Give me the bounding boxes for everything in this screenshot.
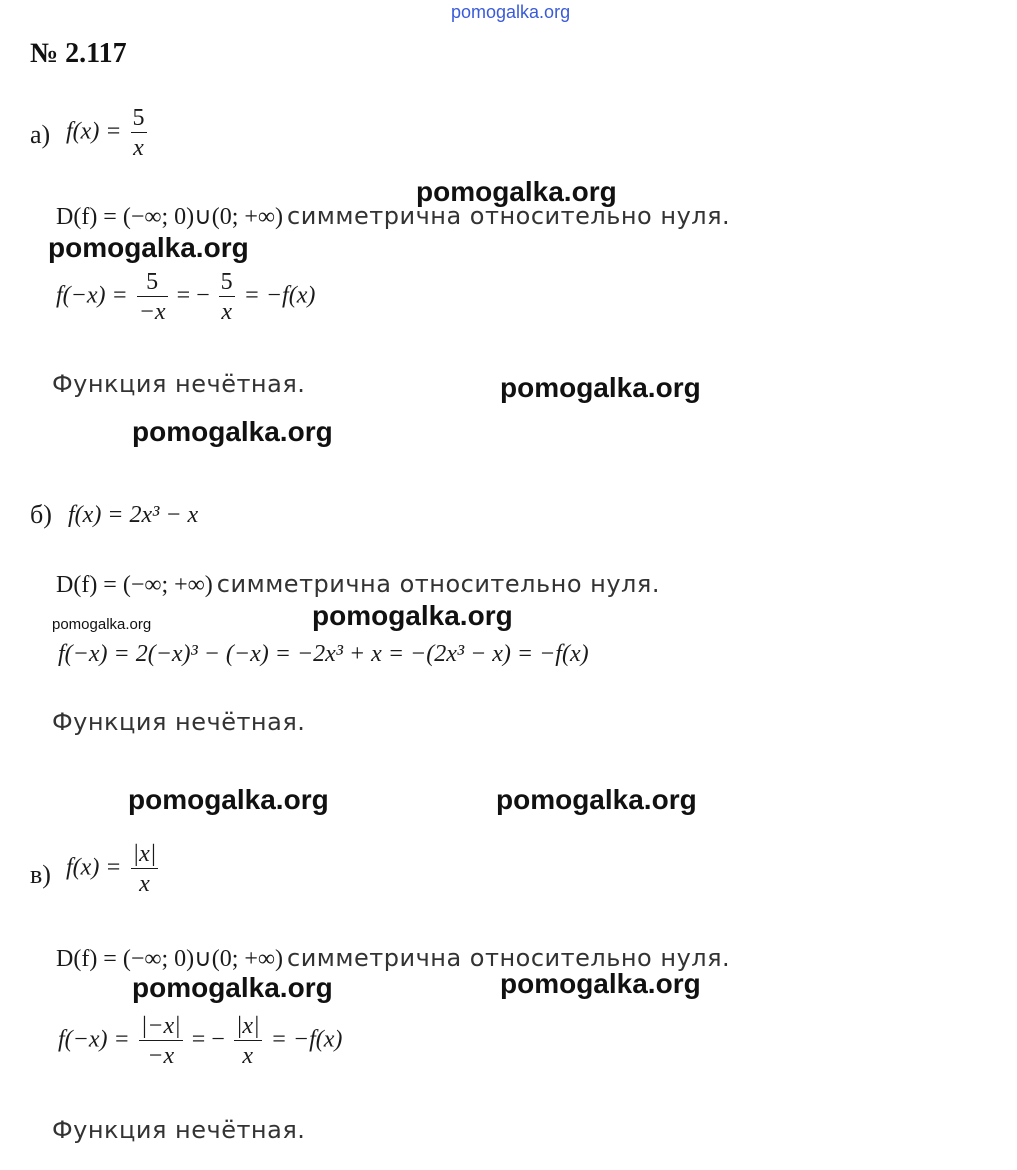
watermark: pomogalka.org [500,968,701,999]
part-a-calc-fraction-1-num: 5 [146,269,159,295]
part-c-calc-mid: = − [191,1026,225,1053]
part-b-function [68,503,198,527]
watermark-small: pomogalka.org [52,616,152,633]
part-a-label: а) [30,120,51,149]
part-c-domain-text: симметрична относительно нуля. [287,944,731,972]
part-a-calc-fraction-1 [137,270,168,324]
part-a-domain-text: симметрична относительно нуля. [287,202,731,230]
watermark: pomogalka.org [496,784,697,815]
part-b-label: б) [30,500,52,529]
part-b-calc [58,642,589,666]
part-a-calc-mid: = − [176,282,210,309]
part-b-domain-text: симметрична относительно нуля. [216,570,660,598]
watermark: pomogalka.org [416,176,617,207]
watermark: pomogalka.org [128,784,329,815]
part-a-domain-line [56,202,730,230]
watermark: pomogalka.org [500,372,701,403]
part-a-function-lhs: f(x) = [66,118,122,145]
part-a-calc-fraction-2-den: x [221,299,232,325]
part-c-calc-rhs: = −f(x) [270,1026,343,1053]
part-b-domain: D(f) = (−∞; +∞) [56,572,213,598]
part-c-calc-lhs: f(−x) = [58,1026,130,1053]
part-c-calc-fraction-2 [234,1014,262,1068]
part-a-calc-rhs: = −f(x) [243,282,316,309]
part-c-calc-fraction-2-num: |x| [235,1013,260,1039]
part-c-function-lhs: f(x) = [66,854,122,881]
part-c-domain: D(f) = (−∞; 0)∪(0; +∞) [56,946,284,972]
part-c-conclusion: Функция нечётная. [52,1116,306,1144]
part-c-fraction [131,842,159,896]
part-c-label: в) [30,860,51,889]
part-a-calc-fraction-2-num: 5 [220,269,233,295]
part-b-conclusion: Функция нечётная. [52,708,306,736]
part-c-fraction-num: |x| [132,841,157,867]
part-c-calc-fraction-2-den: x [242,1043,254,1069]
part-a-fraction [131,106,147,160]
part-a-domain: D(f) = (−∞; 0)∪(0; +∞) [56,204,284,230]
part-c-calc [58,1014,342,1068]
part-a-calc-fraction-2 [219,270,235,324]
part-a-fraction-den: x [133,135,144,161]
part-c-calc-fraction-1-den: −x [147,1043,175,1069]
watermark: pomogalka.org [312,600,513,631]
part-b-domain-line [56,570,660,598]
part-b-calc-expr: f(−x) = 2(−x)³ − (−x) = −2x³ + x = −(2x³ − x) = −f(x) [58,641,589,667]
part-a-function [66,106,150,160]
site-link-top[interactable]: pomogalka.org [451,2,571,22]
part-a-conclusion: Функция нечётная. [52,370,306,398]
watermark: pomogalka.org [132,972,333,1003]
part-a-fraction-num: 5 [132,105,145,131]
part-c-fraction-den: x [139,871,150,897]
part-b-function-def: f(x) = 2x³ − x [68,502,199,528]
part-a-calc-fraction-1-den: −x [138,299,166,325]
watermark: pomogalka.org [132,416,333,447]
part-c-calc-fraction-1 [139,1014,183,1068]
problem-number: № 2.117 [30,38,127,69]
part-c-calc-fraction-1-num: |−x| [140,1013,181,1039]
watermark: pomogalka.org [48,232,249,263]
part-c-function [66,842,161,896]
part-a-calc [56,270,315,324]
part-a-calc-lhs: f(−x) = [56,282,128,309]
